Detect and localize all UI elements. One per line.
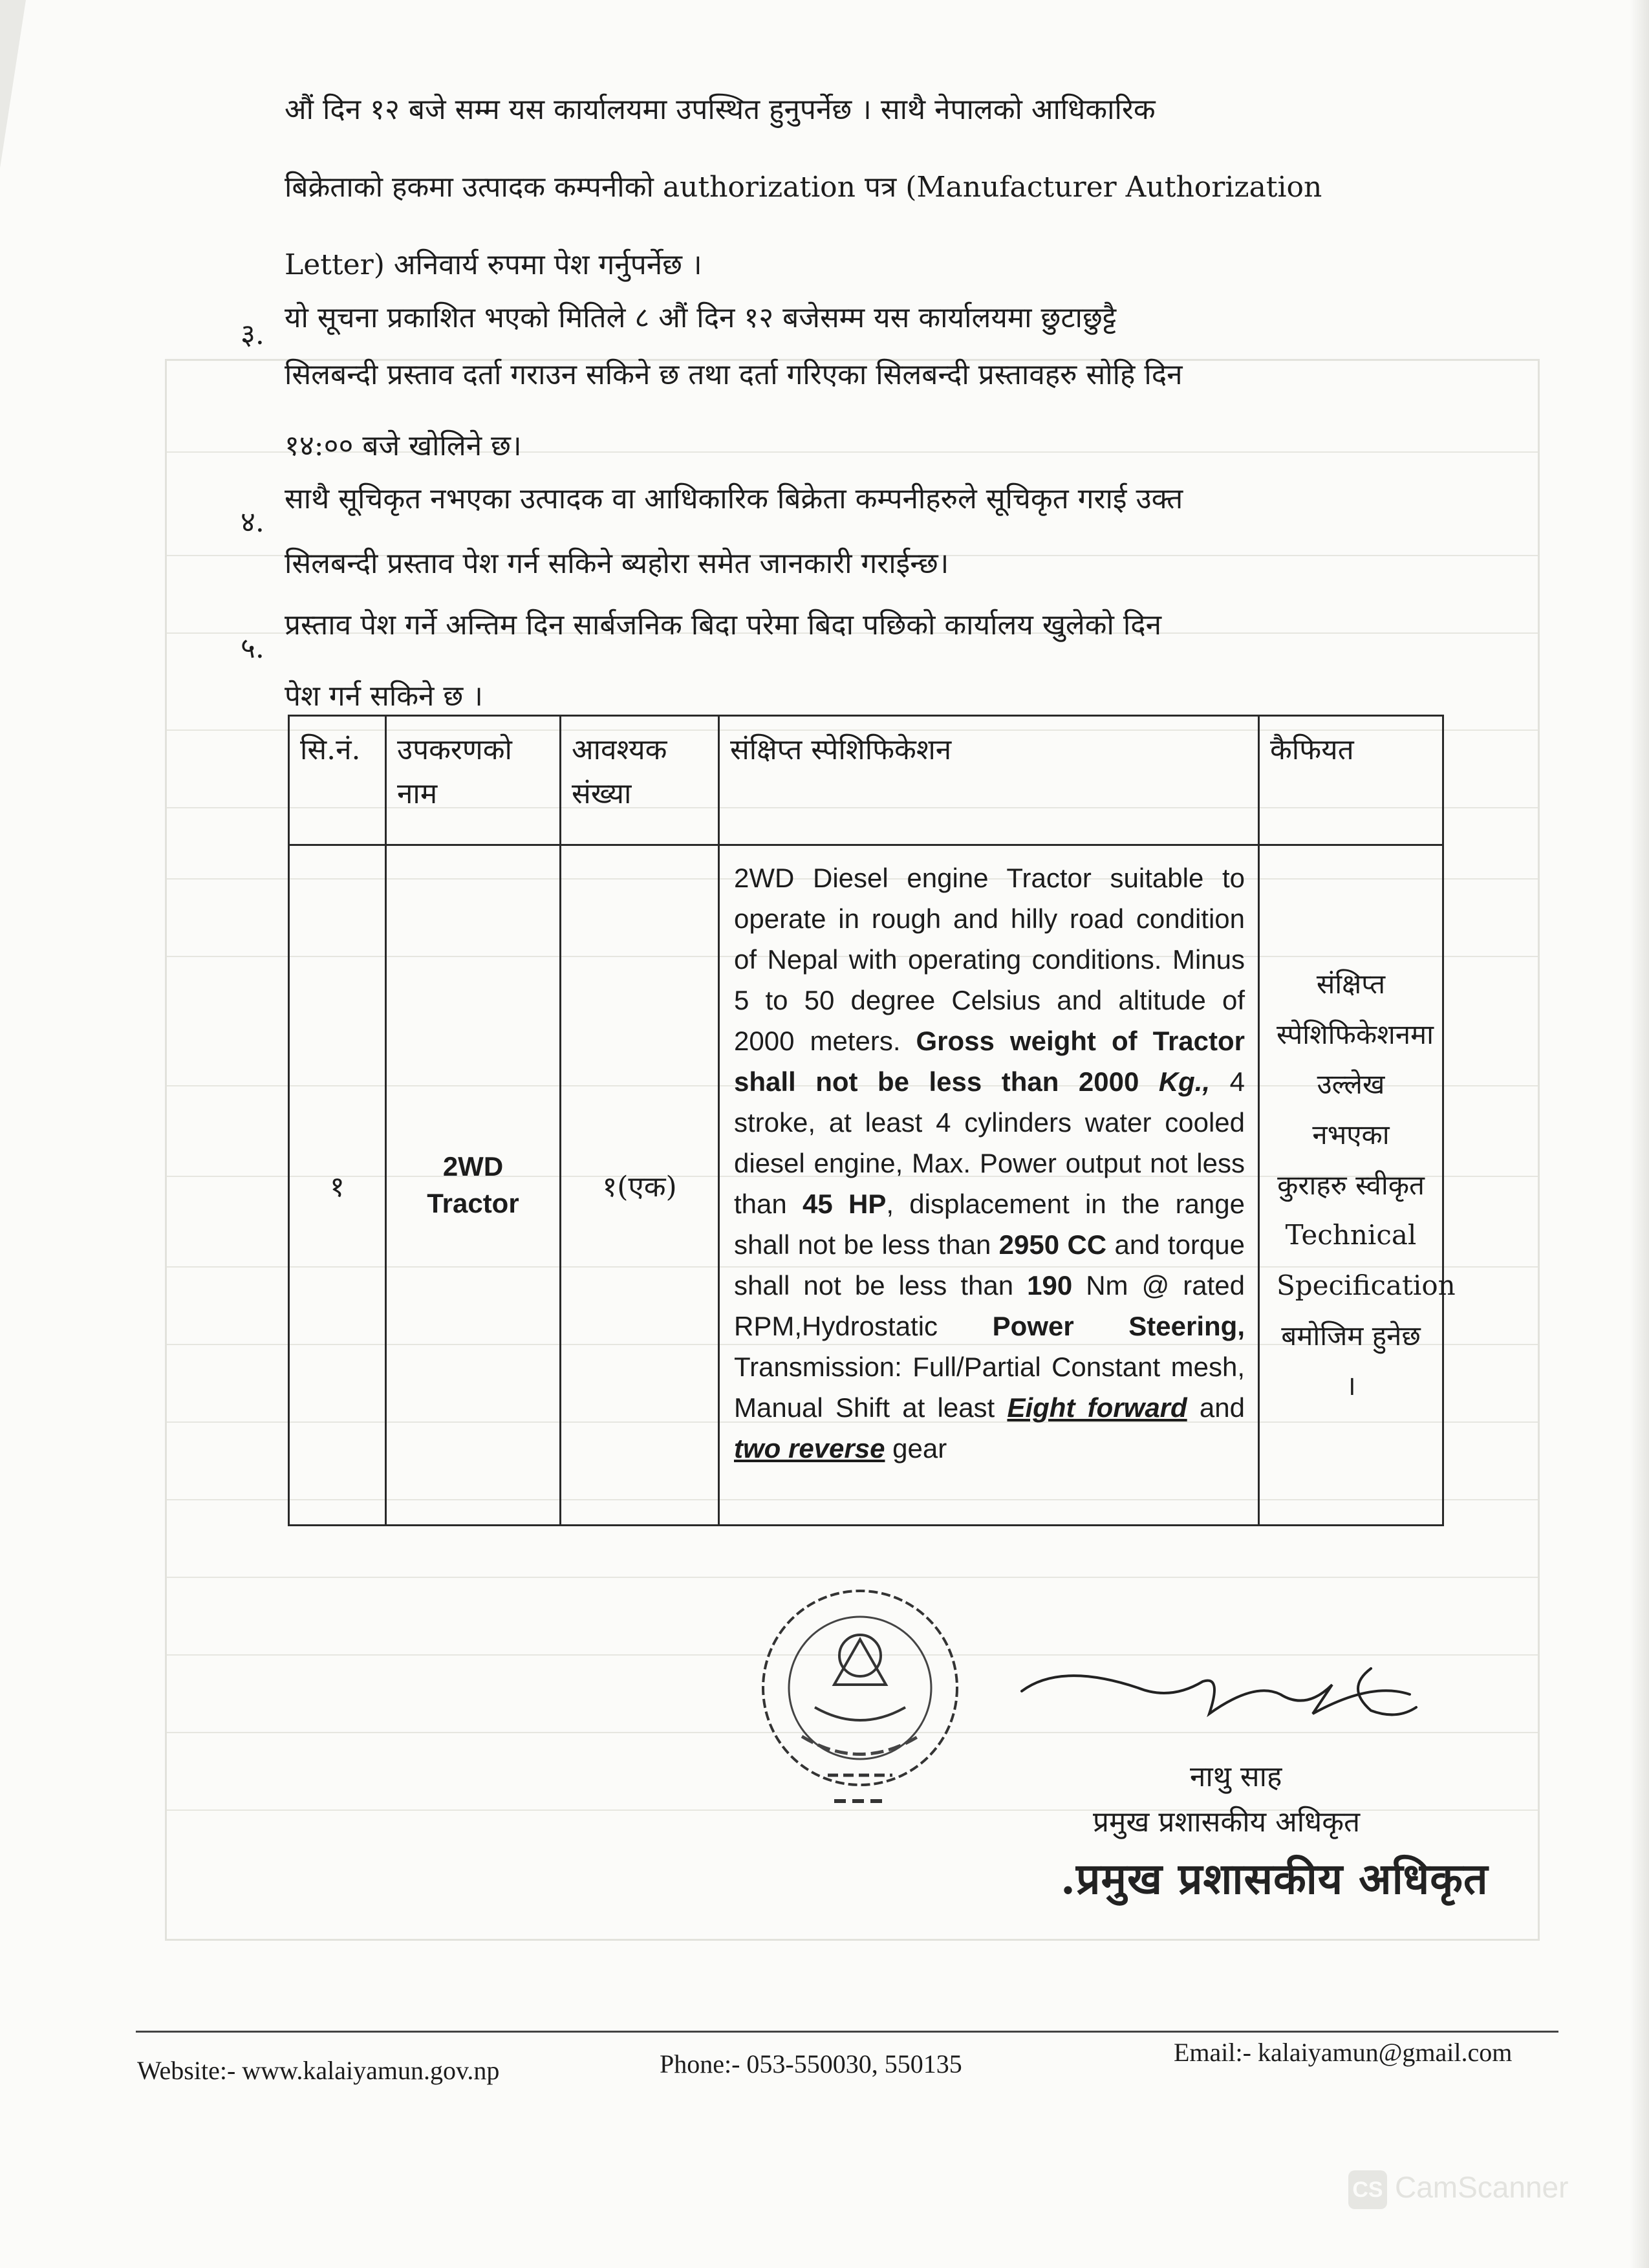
signatory-stamp-title: .प्रमुख प्रशासकीय अधिकृत (1061, 1853, 1489, 1904)
scan-corner-shadow (0, 0, 26, 168)
spec-gross-weight-text: Gross weight of Tractor shall not be less than 2000 (734, 1026, 1245, 1097)
handwritten-signature (1009, 1656, 1423, 1740)
item5-line2: पेश गर्न सकिने छ । (285, 680, 483, 713)
footer-website: Website:- www.kalaiyamun.gov.np (137, 2056, 500, 2085)
p2-line2: बिक्रेताको हकमा उत्पादक कम्पनीको authorization पत्र (Manufacturer Authorization (285, 171, 1322, 204)
item4-line1: साथै सूचिकृत नभएका उत्पादक वा आधिकारिक बिक्रेता कम्पनीहरुले सूचिकृत गराई उक्त (285, 482, 1183, 515)
item3-line3: १४:०० बजे खोलिने छ। (285, 429, 522, 462)
row-remarks-text: संक्षिप्त स्पेशिफिकेशनमा उल्लेख नभएका कुराहरु स्वीकृत Technical Specification बमोजिम हुनेछ । (1277, 967, 1456, 1402)
item4-number: ४. (241, 506, 264, 539)
spec-weight-unit: Kg., (1158, 1066, 1211, 1097)
p2-line3: Letter) अनिवार्य रुपमा पेश गर्नुपर्नेछ । (285, 248, 702, 281)
signatory-title: प्रमुख प्रशासकीय अधिकृत (1093, 1806, 1361, 1839)
item3-line1: यो सूचना प्रकाशित भएको मितिले ८ औं दिन १२ बजेसम्म यस कार्यालयमा छुटाछुट्टै (285, 301, 1117, 334)
spec-text-3: 4 stroke, at least 4 cylinders water cooled diesel engine, Max. Power output not less than (734, 1066, 1245, 1219)
row-quantity: १(एक) (561, 845, 719, 1526)
row-brief-specification (719, 845, 1259, 1526)
spec-power-hp: 45 HP (803, 1189, 887, 1219)
row-sn: १ (289, 845, 386, 1526)
item5-number: ५. (241, 632, 264, 665)
row-equipment-name: 2WD Tractor (386, 845, 561, 1526)
header-remarks: कैफियत (1259, 716, 1443, 845)
table-row (289, 845, 1443, 1526)
scan-edge-shadow (1630, 0, 1649, 2268)
footer-email: Email:- kalaiyamun@gmail.com (1174, 2038, 1513, 2067)
table-header-row (289, 716, 1443, 845)
spec-text-8: and (1187, 1392, 1245, 1423)
camscanner-logo-icon: CS (1348, 2170, 1387, 2209)
item5-line1: प्रस्ताव पेश गर्ने अन्तिम दिन सार्बजनिक बिदा परेमा बिदा पछिको कार्यालय खुलेको दिन (285, 609, 1162, 642)
spec-torque-nm: 190 (1027, 1270, 1073, 1301)
camscanner-watermark (1348, 2170, 1568, 2209)
spec-text-1: 2WD Diesel engine Tractor suitable to operate in rough and hilly road condition of Nepal with operating conditions. Minus 5 to 50 degree Celsius and altitude of 2000 meters. (734, 863, 1245, 1056)
item3-line2: सिलबन्दी प्रस्ताव दर्ता गराउन सकिने छ तथा दर्ता गरिएका सिलबन्दी प्रस्तावहरु सोहि दिन (285, 358, 1183, 391)
spec-displacement-cc: 2950 CC (998, 1229, 1107, 1260)
spec-text-4: , displacement in the range shall not be less than (734, 1189, 1245, 1260)
spec-power-steering: Power Steering, (992, 1311, 1245, 1341)
specification-table (288, 715, 1456, 1526)
header-equipment-name: उपकरणको नाम (386, 716, 561, 845)
p2-line1: औं दिन १२ बजे सम्म यस कार्यालयमा उपस्थित हुनुपर्नेछ । साथै नेपालको आधिकारिक (285, 93, 1156, 126)
spec-text-6: Nm @ rated RPM,Hydrostatic (734, 1270, 1245, 1341)
spec-two-reverse: two reverse (734, 1433, 885, 1463)
spec-text-7: Transmission: Full/Partial Constant mesh, Manual Shift at least (734, 1352, 1245, 1423)
spec-text-9: gear (885, 1433, 947, 1463)
header-sn: सि.नं. (289, 716, 386, 845)
camscanner-text: CamScanner (1395, 2170, 1569, 2204)
row-remarks (1259, 845, 1456, 1526)
footer-phone: Phone:- 053-550030, 550135 (660, 2049, 962, 2079)
spec-text-5: and torque shall not be less than (734, 1229, 1245, 1301)
item3-number: ३. (241, 318, 264, 351)
signatory-name: नाथु साह (1190, 1760, 1282, 1793)
header-brief-specification: संक्षिप्त स्पेशिफिकेशन (719, 716, 1259, 845)
header-quantity: आवश्यक संख्या (561, 716, 719, 845)
item4-line2: सिलबन्दी प्रस्ताव पेश गर्न सकिने ब्यहोरा समेत जानकारी गराईन्छ। (285, 547, 949, 580)
office-seal-stamp (737, 1578, 983, 1824)
footer-divider (136, 2031, 1558, 2033)
spec-eight-forward: Eight forward (1007, 1392, 1187, 1423)
